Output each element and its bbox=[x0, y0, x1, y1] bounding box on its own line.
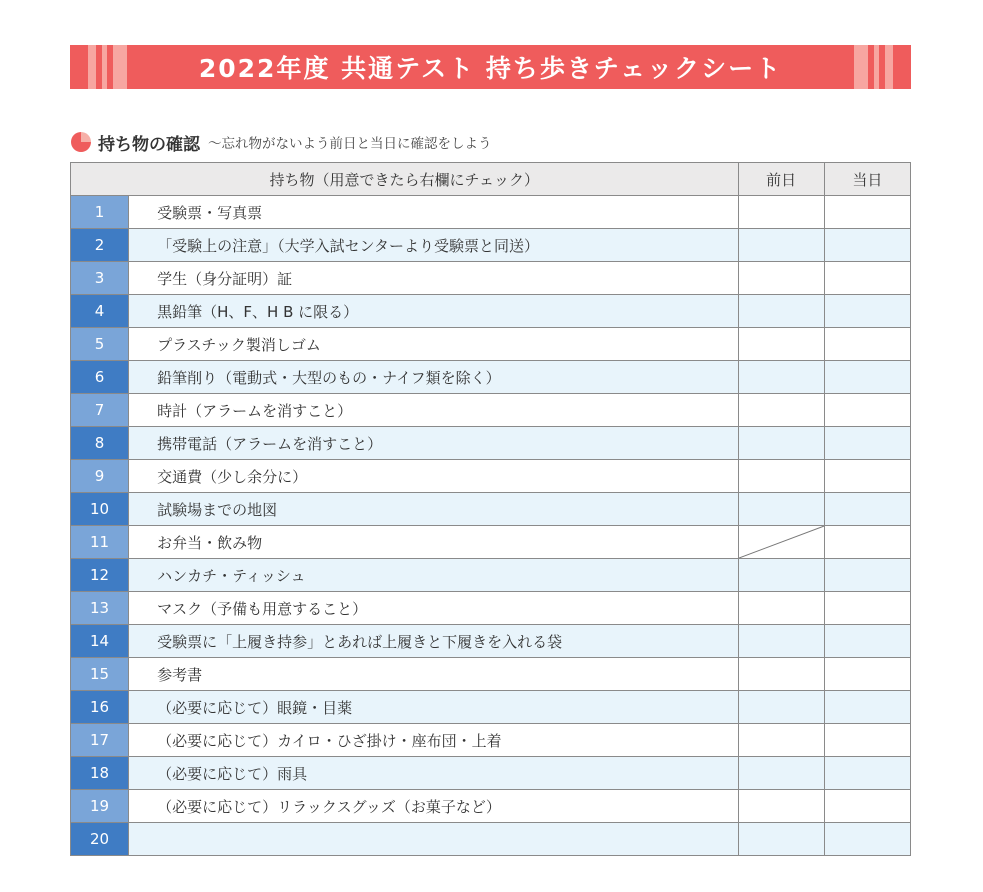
row-number: 4 bbox=[71, 295, 129, 328]
prev-day-checkbox[interactable] bbox=[738, 592, 824, 625]
prev-day-checkbox[interactable] bbox=[738, 262, 824, 295]
row-item: 受験票・写真票 bbox=[129, 196, 738, 229]
row-number: 17 bbox=[71, 724, 129, 757]
table-row bbox=[71, 493, 911, 526]
table-row bbox=[71, 757, 911, 790]
prev-day-checkbox[interactable] bbox=[738, 394, 824, 427]
row-item: 交通費（少し余分に） bbox=[129, 460, 738, 493]
header-same-day: 当日 bbox=[824, 163, 910, 196]
table-row bbox=[71, 328, 911, 361]
same-day-checkbox[interactable] bbox=[824, 295, 910, 328]
same-day-checkbox[interactable] bbox=[824, 559, 910, 592]
table-header-row bbox=[71, 163, 911, 196]
row-number: 12 bbox=[71, 559, 129, 592]
row-number: 8 bbox=[71, 427, 129, 460]
prev-day-checkbox[interactable] bbox=[738, 658, 824, 691]
table-row bbox=[71, 790, 911, 823]
prev-day-checkbox[interactable] bbox=[738, 559, 824, 592]
row-item: 携帯電話（アラームを消すこと） bbox=[129, 427, 738, 460]
table-row bbox=[71, 295, 911, 328]
row-number: 10 bbox=[71, 493, 129, 526]
same-day-checkbox[interactable] bbox=[824, 262, 910, 295]
row-number: 16 bbox=[71, 691, 129, 724]
same-day-checkbox[interactable] bbox=[824, 394, 910, 427]
section-subtitle: ～忘れ物がないよう前日と当日に確認をしよう bbox=[208, 136, 492, 152]
section-title: 持ち物の確認 bbox=[98, 134, 200, 155]
prev-day-checkbox[interactable] bbox=[738, 724, 824, 757]
table-row bbox=[71, 823, 911, 856]
same-day-checkbox[interactable] bbox=[824, 229, 910, 262]
same-day-checkbox[interactable] bbox=[824, 823, 910, 856]
same-day-checkbox[interactable] bbox=[824, 493, 910, 526]
same-day-checkbox[interactable] bbox=[824, 427, 910, 460]
row-item: ハンカチ・ティッシュ bbox=[129, 559, 738, 592]
row-number: 9 bbox=[71, 460, 129, 493]
prev-day-checkbox[interactable] bbox=[738, 229, 824, 262]
row-number: 13 bbox=[71, 592, 129, 625]
row-item: 学生（身分証明）証 bbox=[129, 262, 738, 295]
row-number: 5 bbox=[71, 328, 129, 361]
prev-day-checkbox[interactable] bbox=[738, 790, 824, 823]
table-row bbox=[71, 526, 911, 559]
same-day-checkbox[interactable] bbox=[824, 592, 910, 625]
prev-day-checkbox[interactable] bbox=[738, 625, 824, 658]
same-day-checkbox[interactable] bbox=[824, 625, 910, 658]
table-row bbox=[71, 658, 911, 691]
row-item: （必要に応じて）眼鏡・目薬 bbox=[129, 691, 738, 724]
table-row bbox=[71, 262, 911, 295]
prev-day-checkbox[interactable] bbox=[738, 361, 824, 394]
table-row bbox=[71, 229, 911, 262]
row-number: 1 bbox=[71, 196, 129, 229]
same-day-checkbox[interactable] bbox=[824, 658, 910, 691]
row-number: 15 bbox=[71, 658, 129, 691]
row-item: 鉛筆削り（電動式・大型のもの・ナイフ類を除く） bbox=[129, 361, 738, 394]
same-day-checkbox[interactable] bbox=[824, 691, 910, 724]
section-header bbox=[70, 129, 492, 155]
row-number: 11 bbox=[71, 526, 129, 559]
row-number: 7 bbox=[71, 394, 129, 427]
table-row bbox=[71, 460, 911, 493]
row-item: マスク（予備も用意すること） bbox=[129, 592, 738, 625]
table-row bbox=[71, 559, 911, 592]
same-day-checkbox[interactable] bbox=[824, 328, 910, 361]
table-row bbox=[71, 427, 911, 460]
header-prev-day: 前日 bbox=[738, 163, 824, 196]
row-number: 20 bbox=[71, 823, 129, 856]
prev-day-not-applicable bbox=[738, 526, 824, 559]
same-day-checkbox[interactable] bbox=[824, 790, 910, 823]
same-day-checkbox[interactable] bbox=[824, 757, 910, 790]
prev-day-checkbox[interactable] bbox=[738, 691, 824, 724]
same-day-checkbox[interactable] bbox=[824, 526, 910, 559]
row-number: 3 bbox=[71, 262, 129, 295]
row-item: お弁当・飲み物 bbox=[129, 526, 738, 559]
prev-day-checkbox[interactable] bbox=[738, 295, 824, 328]
table-row bbox=[71, 592, 911, 625]
same-day-checkbox[interactable] bbox=[824, 460, 910, 493]
row-number: 14 bbox=[71, 625, 129, 658]
diagonal-slash bbox=[739, 526, 824, 558]
table-row bbox=[71, 691, 911, 724]
row-item: （必要に応じて）カイロ・ひざ掛け・座布団・上着 bbox=[129, 724, 738, 757]
prev-day-checkbox[interactable] bbox=[738, 823, 824, 856]
table-row bbox=[71, 625, 911, 658]
prev-day-checkbox[interactable] bbox=[738, 493, 824, 526]
prev-day-checkbox[interactable] bbox=[738, 196, 824, 229]
row-item: 「受験上の注意」（大学入試センターより受験票と同送） bbox=[129, 229, 738, 262]
row-item: 黒鉛筆（H、F、H B に限る） bbox=[129, 295, 738, 328]
row-number: 19 bbox=[71, 790, 129, 823]
same-day-checkbox[interactable] bbox=[824, 361, 910, 394]
row-number: 6 bbox=[71, 361, 129, 394]
header-item: 持ち物（用意できたら右欄にチェック） bbox=[71, 163, 739, 196]
prev-day-checkbox[interactable] bbox=[738, 427, 824, 460]
table-row bbox=[71, 394, 911, 427]
row-item: （必要に応じて）雨具 bbox=[129, 757, 738, 790]
row-item: 試験場までの地図 bbox=[129, 493, 738, 526]
prev-day-checkbox[interactable] bbox=[738, 328, 824, 361]
row-item: プラスチック製消しゴム bbox=[129, 328, 738, 361]
row-item: 受験票に「上履き持参」とあれば上履きと下履きを入れる袋 bbox=[129, 625, 738, 658]
table-row bbox=[71, 724, 911, 757]
row-item: （必要に応じて）リラックスグッズ（お菓子など） bbox=[129, 790, 738, 823]
same-day-checkbox[interactable] bbox=[824, 196, 910, 229]
row-number: 2 bbox=[71, 229, 129, 262]
table-row bbox=[71, 196, 911, 229]
row-item: 参考書 bbox=[129, 658, 738, 691]
table-row bbox=[71, 361, 911, 394]
same-day-checkbox[interactable] bbox=[824, 724, 910, 757]
row-number: 18 bbox=[71, 757, 129, 790]
row-item bbox=[129, 823, 738, 856]
title-banner bbox=[70, 45, 911, 89]
pie-bullet-icon bbox=[70, 131, 92, 153]
row-item: 時計（アラームを消すこと） bbox=[129, 394, 738, 427]
prev-day-checkbox[interactable] bbox=[738, 460, 824, 493]
page-title: 2022年度 共通テスト 持ち歩きチェックシート bbox=[198, 54, 783, 83]
checklist-table bbox=[70, 162, 911, 856]
prev-day-checkbox[interactable] bbox=[738, 757, 824, 790]
